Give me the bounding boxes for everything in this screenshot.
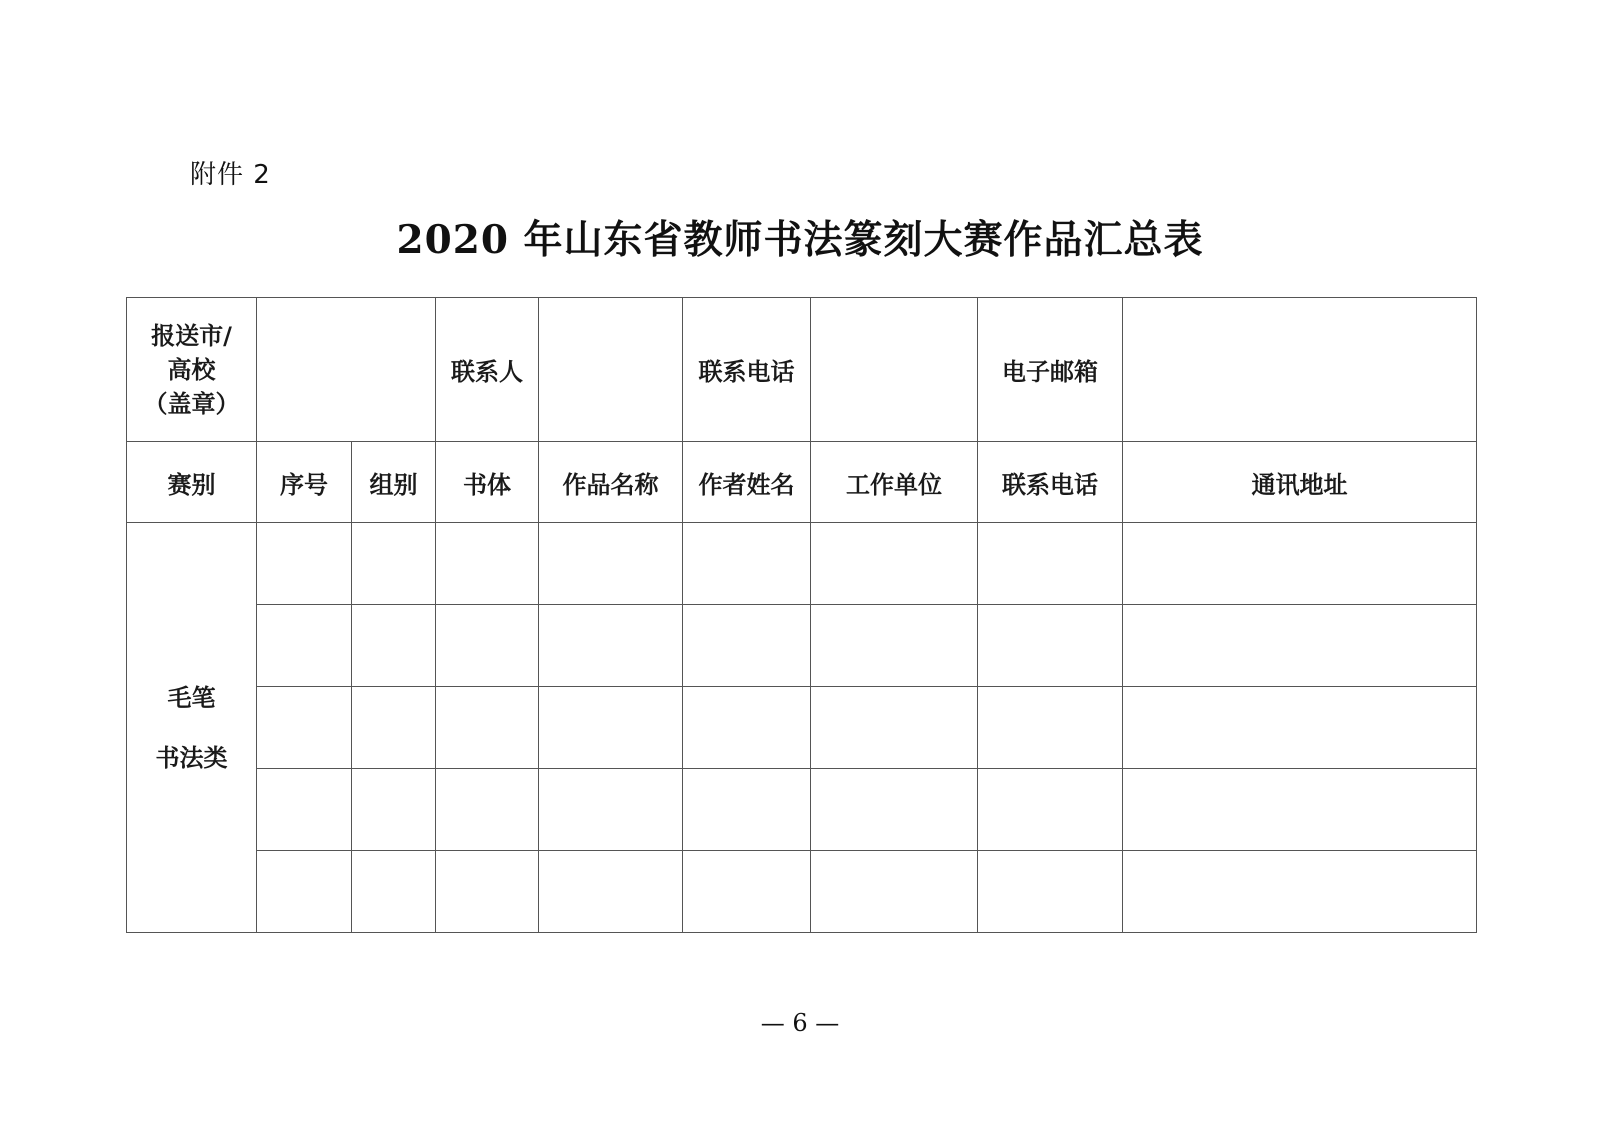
column-header-number: 序号 xyxy=(257,442,352,523)
email-label: 电子邮箱 xyxy=(978,298,1123,442)
table-cell[interactable] xyxy=(436,851,539,933)
category-line: 毛笔 xyxy=(167,683,216,712)
column-header-phone: 联系电话 xyxy=(978,442,1123,523)
table-cell[interactable] xyxy=(436,523,539,605)
table-cell[interactable] xyxy=(539,687,683,769)
table-cell[interactable] xyxy=(1123,851,1477,933)
table-cell[interactable] xyxy=(352,851,436,933)
table-cell[interactable] xyxy=(978,769,1123,851)
unit-label-line: 报送市/ xyxy=(151,321,232,350)
table-cell[interactable] xyxy=(352,523,436,605)
table-cell[interactable] xyxy=(683,605,811,687)
table-cell[interactable] xyxy=(257,769,352,851)
table-cell[interactable] xyxy=(978,687,1123,769)
table-cell[interactable] xyxy=(436,605,539,687)
attachment-label: 附件 2 xyxy=(190,160,271,190)
email-value-cell[interactable] xyxy=(1123,298,1477,442)
table-cell[interactable] xyxy=(257,687,352,769)
unit-label-line: （盖章） xyxy=(143,389,240,418)
table-cell[interactable] xyxy=(1123,523,1477,605)
table-cell[interactable] xyxy=(539,851,683,933)
table-cell[interactable] xyxy=(811,523,978,605)
column-header-author: 作者姓名 xyxy=(683,442,811,523)
table-row xyxy=(127,687,1477,769)
table-cell[interactable] xyxy=(257,523,352,605)
page-number: — 6 — xyxy=(760,1009,840,1037)
page-title: 2020 年山东省教师书法篆刻大赛作品汇总表 xyxy=(396,217,1204,263)
table-cell[interactable] xyxy=(978,523,1123,605)
category-cell xyxy=(127,523,257,933)
unit-label-line: 高校 xyxy=(167,355,216,384)
column-header-address: 通讯地址 xyxy=(1123,442,1477,523)
column-header-group: 组别 xyxy=(352,442,436,523)
table-cell[interactable] xyxy=(257,605,352,687)
table-row xyxy=(127,769,1477,851)
column-header-script: 书体 xyxy=(436,442,539,523)
column-header-workplace: 工作单位 xyxy=(811,442,978,523)
table-row xyxy=(127,851,1477,933)
table-cell[interactable] xyxy=(352,687,436,769)
table-cell[interactable] xyxy=(352,769,436,851)
summary-table xyxy=(126,297,1477,933)
column-header-category: 赛别 xyxy=(127,442,257,523)
table-cell[interactable] xyxy=(539,523,683,605)
phone-value-cell[interactable] xyxy=(811,298,978,442)
table-cell[interactable] xyxy=(683,687,811,769)
table-cell[interactable] xyxy=(436,769,539,851)
table-cell[interactable] xyxy=(436,687,539,769)
table-cell[interactable] xyxy=(539,605,683,687)
table-cell[interactable] xyxy=(683,523,811,605)
table-cell[interactable] xyxy=(1123,605,1477,687)
table-cell[interactable] xyxy=(1123,687,1477,769)
unit-label xyxy=(127,298,257,442)
info-row xyxy=(127,298,1477,442)
table-cell[interactable] xyxy=(811,851,978,933)
column-header-row xyxy=(127,442,1477,523)
table-cell[interactable] xyxy=(257,851,352,933)
table-cell[interactable] xyxy=(811,687,978,769)
table-cell[interactable] xyxy=(683,769,811,851)
table-cell[interactable] xyxy=(1123,769,1477,851)
category-line: 书法类 xyxy=(155,743,228,772)
table-cell[interactable] xyxy=(978,851,1123,933)
contact-label: 联系人 xyxy=(436,298,539,442)
table-cell[interactable] xyxy=(683,851,811,933)
table-cell[interactable] xyxy=(539,769,683,851)
column-header-work-title: 作品名称 xyxy=(539,442,683,523)
table-cell[interactable] xyxy=(811,769,978,851)
unit-value-cell[interactable] xyxy=(257,298,436,442)
phone-label: 联系电话 xyxy=(683,298,811,442)
table-cell[interactable] xyxy=(978,605,1123,687)
table-row xyxy=(127,523,1477,605)
table-cell[interactable] xyxy=(811,605,978,687)
table-cell[interactable] xyxy=(352,605,436,687)
contact-value-cell[interactable] xyxy=(539,298,683,442)
table-row xyxy=(127,605,1477,687)
